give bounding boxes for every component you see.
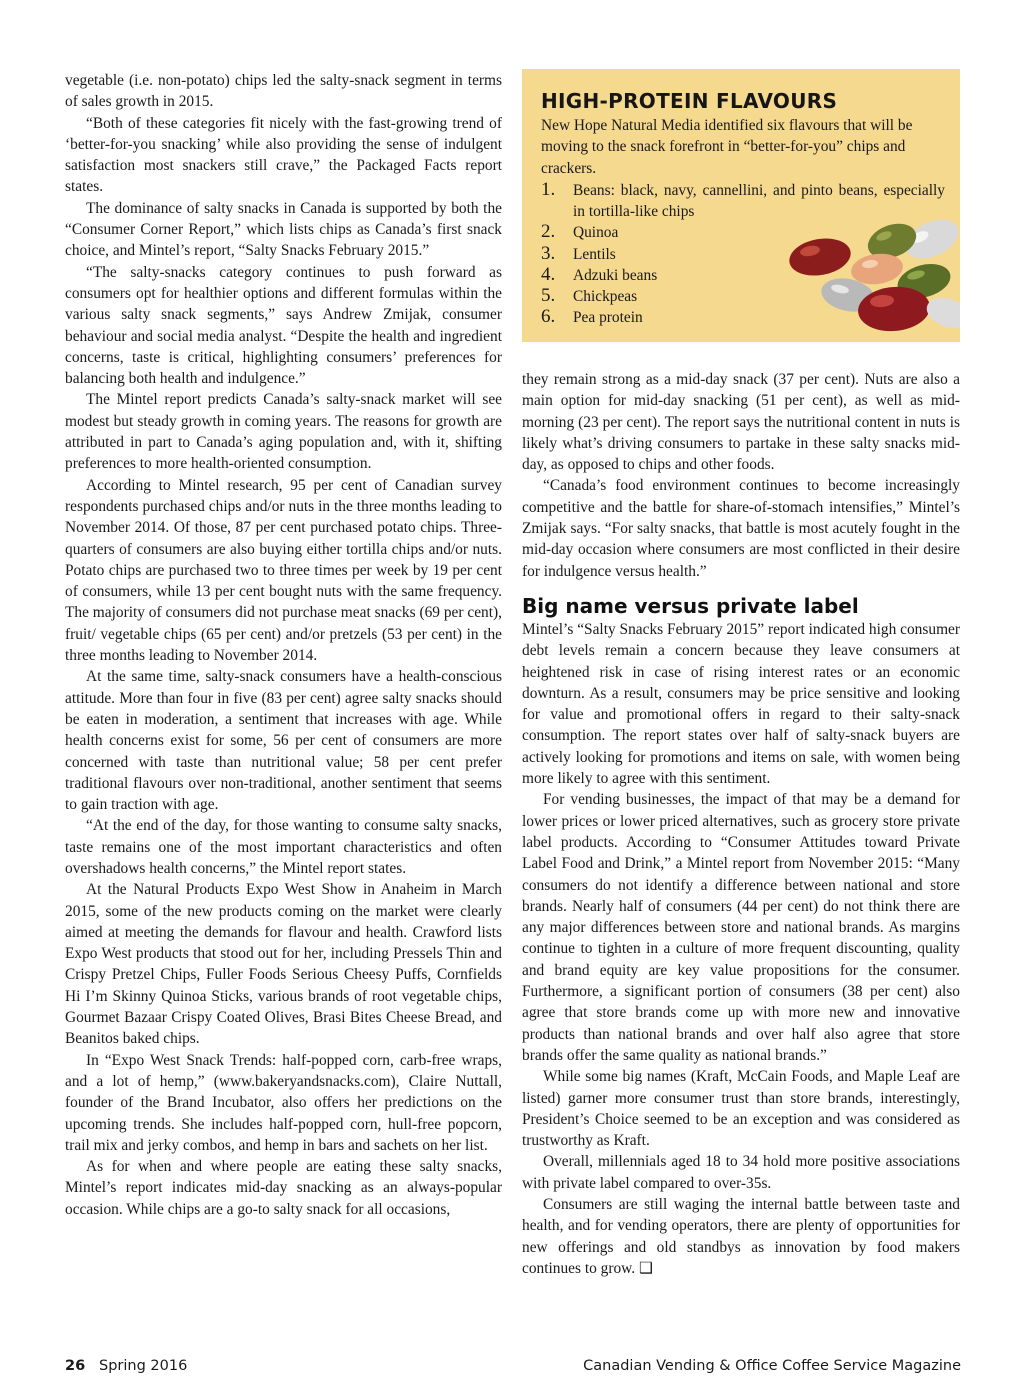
- sidebar-title: HIGH-PROTEIN FLAVOURS: [541, 89, 838, 113]
- paragraph: As for when and where people are eating these salty snacks, Mintel’s report indicates mid-day snacking as an always-popular occasion. While chips are a go-to salty snack for all occasions,: [65, 1158, 502, 1218]
- list-text: Chickpeas: [573, 287, 638, 305]
- paragraph: While some big names (Kraft, McCain Foods, and Maple Leaf are listed) garner more consumer trust than store brands, interestingly, President’s Choice seemed to be an exception and was considered as trustworthy as Kraft.: [522, 1068, 960, 1150]
- right-column: [522, 369, 960, 1279]
- paragraph: The Mintel report predicts Canada’s salty-snack market will see modest but steady growth in coming years. The reasons for growth are attributed in part to Canada’s aging population and, with it, shifting preferences to more health-oriented consumption.: [65, 391, 502, 473]
- paragraph: Consumers are still waging the internal battle between taste and health, and for vending operators, there are plenty of opportunities for new offerings and old standbys as innovation by food makers continues to grow. ❑: [522, 1195, 960, 1277]
- paragraph: “The salty-snacks category continues to push forward as consumers opt for healthier options and different formulas within the various salty snack segments,” says Andrew Zmijak, consumer behaviour and social media analyst. “Despite the health and ingredient concerns, taste is critical, highlighting consumers’ preferences for balancing both health and indulgence.”: [65, 263, 502, 388]
- sidebar-content: [541, 87, 945, 328]
- paragraph: “Canada’s food environment continues to become increasingly competitive and the battle for share-of-stomach intensifies,” Mintel’s Zmijak says. “For salty snacks, that battle is most acutely fought in the mid-day occasion where consumers are most conflicted in their desire for indulgence versus health.”: [522, 477, 960, 580]
- list-item: [541, 286, 945, 307]
- list-text: Beans: black, navy, cannellini, and pinto beans, especially in tortilla-like chips: [573, 181, 945, 221]
- section-heading: Big name versus private label: [522, 593, 859, 618]
- list-text: Lentils: [573, 245, 616, 263]
- paragraph: For vending businesses, the impact of that may be a demand for lower prices or lower priced alternatives, such as grocery store private label products. According to “Consumer Attitudes toward Private Label Food and Drink,” a Mintel report from November 2015: “Many consumers do not identify a difference between national and store brands. Nearly half of consumers (44 per cent) do not think there are any major differences between store and national brands. As margins continue to tighten in a culture of more frequent discounting, quality and brand equity are key value propositions for the consumer. Furthermore, a significant portion of consumers (38 per cent) also agree that store brands come up with more new and innovative products than national brands and over half also agree that store brands offer the same quality as national brands.”: [522, 791, 960, 1064]
- list-text: Quinoa: [573, 224, 619, 242]
- flavour-list: [541, 180, 945, 328]
- paragraph: Overall, millennials aged 18 to 34 hold more positive associations with private label compared to over-35s.: [522, 1153, 960, 1192]
- list-number: 4.: [541, 263, 556, 285]
- list-number: 1.: [541, 178, 556, 200]
- paragraph: Mintel’s “Salty Snacks February 2015” report indicated high consumer debt levels remain a concern because they leave consumers at heightened risk in case of rising interest rates or an economic downturn. As a result, consumers may be price sensitive and looking for value and promotional offers in regard to their salty-snack consumption. The report states over half of salty-snack buyers are actively looking for promotions and items on sale, with women being more likely to agree with this sentiment.: [522, 620, 960, 788]
- paragraph: they remain strong as a mid-day snack (37 per cent). Nuts are also a main option for mid-day snacking (51 per cent), as well as mid-morning (23 per cent). The report says the nutritional content in nuts is likely what’s driving consumers to partake in these salty snacks mid-day, as opposed to chips and other foods.: [522, 371, 960, 474]
- list-number: 2.: [541, 221, 556, 243]
- page-number: 26: [65, 1358, 86, 1374]
- issue-label: Spring 2016: [99, 1358, 188, 1374]
- list-item: [541, 265, 945, 286]
- list-number: 3.: [541, 242, 556, 264]
- paragraph: “At the end of the day, for those wanting to consume salty snacks, taste remains one of the most important characteristics and often overshadows health concerns,” the Mintel report states.: [65, 817, 502, 877]
- list-number: 6.: [541, 306, 556, 328]
- list-number: 5.: [541, 284, 556, 306]
- list-item: [541, 244, 945, 265]
- magazine-title: Canadian Vending & Office Coffee Service Magazine: [583, 1358, 961, 1374]
- paragraph: At the Natural Products Expo West Show in Anaheim in March 2015, some of the new products coming on the market were clearly aimed at meeting the demands for flavour and health. Crawford lists Expo West products that stood out for her, including Pressels Thin and Crispy Pretzel Chips, Fuller Foods Serious Cheesy Puffs, Cornfields Hi I’m Skinny Quinoa Sticks, various brands of root vegetable chips, Gourmet Bazaar Crispy Coated Olives, Brasi Bites Cheese Bread, and Beanitos baked chips.: [65, 881, 502, 1048]
- left-column: [65, 70, 502, 1220]
- sidebar-intro: New Hope Natural Media identified six flavours that will be moving to the snack forefront in “better-for-you” chips and crackers.: [541, 117, 913, 177]
- paragraph: vegetable (i.e. non-potato) chips led the salty-snack segment in terms of sales growth in 2015.: [65, 72, 502, 111]
- list-text: Pea protein: [573, 309, 643, 327]
- paragraph: “Both of these categories fit nicely with the fast-growing trend of ‘better-for-you snacking’ while also providing the sense of indulgent satisfaction most snackers still crave,” the Packaged Facts report states.: [65, 114, 502, 196]
- paragraph: The dominance of salty snacks in Canada is supported by both the “Consumer Corner Report,” which lists chips as Canada’s first snack choice, and Mintel’s report, “Salty Snacks February 2015.”: [65, 199, 502, 260]
- list-text: Adzuki beans: [573, 266, 658, 284]
- list-item: [541, 307, 945, 328]
- list-item: [541, 180, 945, 222]
- paragraph: According to Mintel research, 95 per cent of Canadian survey respondents purchased chips and/or nuts in the three months leading to November 2014. Of those, 87 per cent purchased potato chips. Three-quarters of consumers are also buying either tortilla chips and/or nuts. Potato chips are purchased two to three times per week by 19 per cent of consumers, while 13 per cent bought nuts with the same frequency. The majority of consumers did not purchase meat snacks (69 per cent), fruit/ vegetable chips (65 per cent) and/or pretzels (53 per cent) in the three months leading to November 2014.: [65, 476, 502, 665]
- paragraph: In “Expo West Snack Trends: half-popped corn, carb-free wraps, and a lot of hemp,” (www.bakeryandsnacks.com), Claire Nuttall, founder of the Brand Incubator, also offers her predictions on the upcoming trends. She includes half-popped corn, hull-free popcorn, trail mix and jerky combos, and hemp in bars and sachets on her list.: [65, 1051, 502, 1154]
- sidebar-box: [522, 69, 960, 342]
- list-item: [541, 222, 945, 243]
- paragraph: At the same time, salty-snack consumers have a health-conscious attitude. More than four in five (83 per cent) agree salty snacks should be eaten in moderation, a sentiment that increases with age. While health concerns exist for some, 56 per cent of consumers are more concerned with taste than nutritional value; 58 per cent prefer traditional flavours over non-traditional, another sentiment that seems to gain traction with age.: [65, 668, 502, 814]
